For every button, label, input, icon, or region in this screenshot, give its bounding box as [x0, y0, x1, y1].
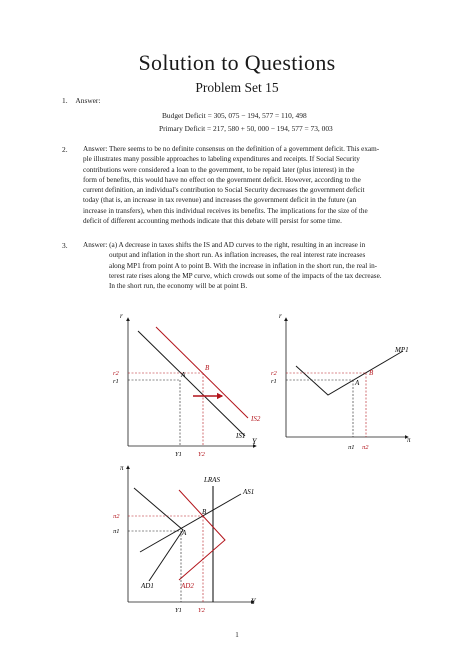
adas-y2-label: Y2	[198, 607, 205, 614]
mp-pi2-label: π2	[362, 444, 369, 451]
q2-line: ple illustrates many possible approaches to labeling expenditures and receipts. If Social Security	[83, 155, 360, 164]
q2-line: current definition, an individual's contribution to Social Security decreases the government deficit	[83, 186, 365, 195]
q1-answer-label: Answer:	[75, 96, 101, 105]
is-y1-label: Y1	[175, 451, 182, 458]
q2-line: Answer: There seems to be no definite consensus on the definition of a government deficit. This exam-	[83, 145, 380, 153]
is1-label: IS1	[236, 432, 246, 440]
mp-r2-label: r2	[271, 370, 277, 377]
adas-y1-label: Y1	[175, 607, 182, 614]
is-r1-label: r1	[113, 378, 119, 385]
mp-pi1-label: π1	[348, 444, 355, 451]
ad-as-graph	[113, 464, 257, 614]
is-y-axis-label: r	[120, 312, 123, 320]
q3-line: along MP1 from point A to point B. With the increase in inflation in the short run, the real in-	[109, 261, 378, 270]
q2-line: deficit of different accounting methods indicate that this debate will persist for some time.	[83, 217, 342, 226]
lras-label: LRAS	[204, 476, 220, 484]
adas-pi2-label: π2	[113, 513, 120, 520]
mp-graph	[271, 312, 411, 451]
is-point-b: B	[205, 364, 210, 372]
is-x-axis-label: Y	[252, 437, 257, 446]
is1-curve	[138, 331, 245, 436]
is-graph	[113, 312, 261, 458]
q2-number: 2.	[62, 145, 68, 154]
is-point-a: A	[181, 371, 186, 379]
is2-label: IS2	[251, 415, 261, 423]
q3-line: terest rate rises along the MP curve, which crowds out some of the impacts of the tax decrease.	[109, 271, 382, 280]
q3-line: Answer: (a) A decrease in taxes shifts the IS and AD curves to the right, resulting in an increase in	[83, 241, 366, 249]
mp-point-a: A	[355, 379, 360, 387]
q1-budget-deficit: Budget Deficit = 305, 075 − 194, 577 = 110, 498	[162, 111, 307, 120]
is-y2-label: Y2	[198, 451, 205, 458]
q1-primary-deficit: Primary Deficit = 217, 580 + 50, 000 − 194, 577 = 73, 003	[159, 124, 333, 133]
ad2-label: AD2	[181, 582, 194, 590]
q3-line: In the short run, the economy will be at point B.	[109, 282, 248, 291]
mp-x-axis-label: π	[407, 436, 411, 444]
mp-y-axis-label: r	[279, 312, 282, 320]
as1-label: AS1	[243, 488, 255, 496]
q3-number: 3.	[62, 241, 68, 250]
adas-x-axis-label: Y	[251, 597, 256, 606]
q2-line: increase in transfers), when this individual receives its benefits. The implications for the size of the	[83, 206, 368, 215]
page-title: Solution to Questions	[138, 50, 336, 75]
adas-point-a: A	[182, 529, 187, 537]
page-number: 1	[235, 631, 239, 639]
q3-line: output and inflation in the short run. As inflation increases, the real interest rate increases	[109, 251, 366, 260]
mp-r1-label: r1	[271, 378, 277, 385]
is-r2-label: r2	[113, 370, 119, 377]
adas-point-b: B	[202, 508, 207, 516]
q1-number: 1.	[62, 96, 68, 105]
adas-pi1-label: π1	[113, 528, 120, 535]
q2-line: today (that is, an increase in tax revenue) and increases the government deficit in the future (an	[83, 196, 357, 205]
ad1-curve	[134, 488, 183, 581]
is2-curve	[156, 327, 248, 418]
q2-line: contributions were considered a loan to the government, to be repaid later (plus interest) in the	[83, 165, 355, 174]
adas-y-axis-label: π	[120, 464, 124, 472]
q2-line: form of benefits, this would have no effect on the government deficit. However, according to the	[83, 175, 361, 184]
mp-point-b: B	[369, 369, 374, 377]
page-subtitle: Problem Set 15	[195, 80, 279, 95]
ad1-label: AD1	[141, 582, 154, 590]
mp1-label: MP1	[395, 346, 409, 354]
